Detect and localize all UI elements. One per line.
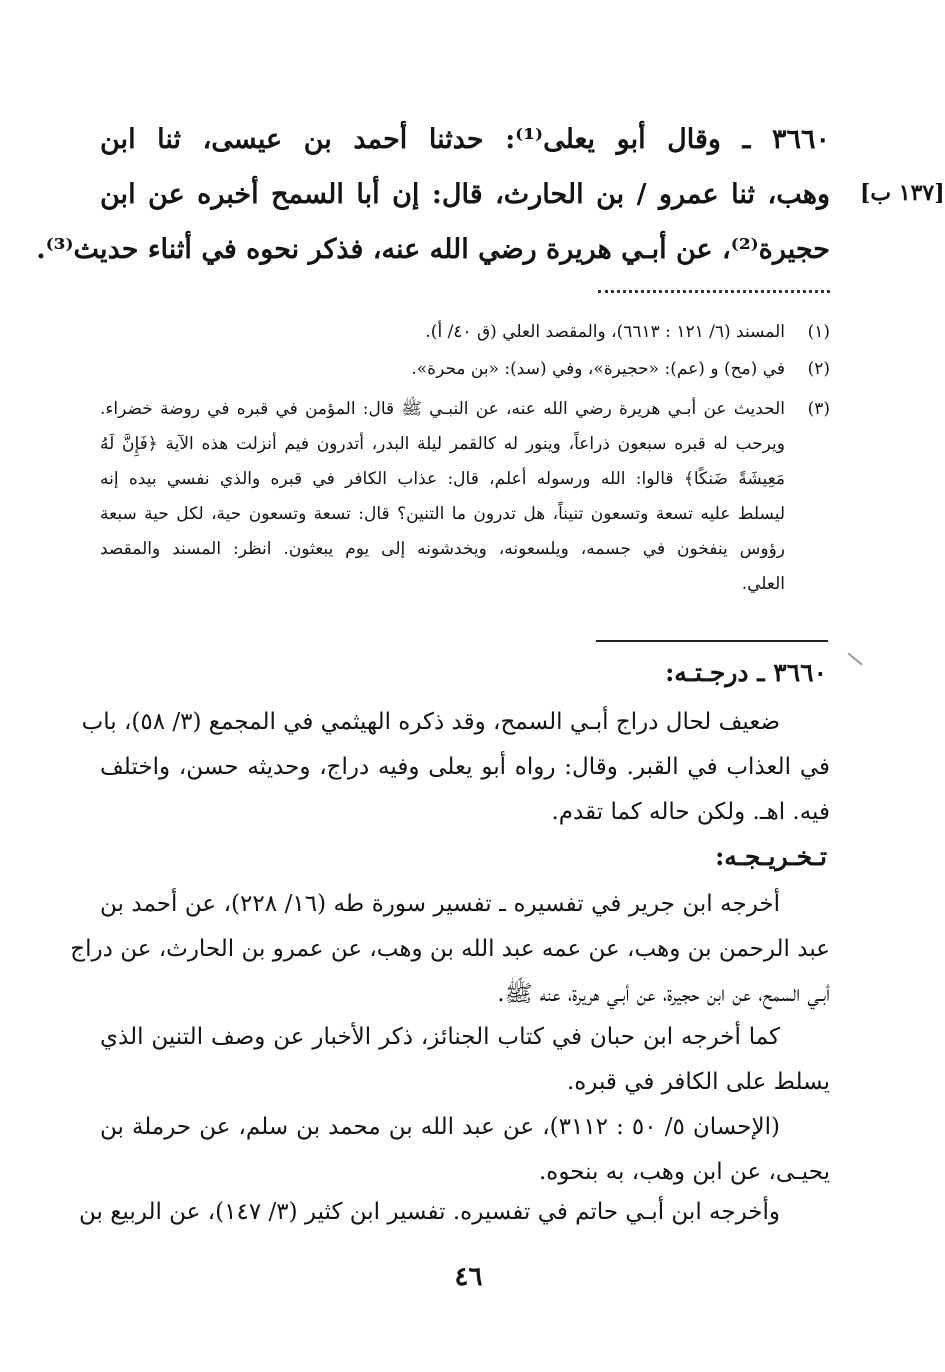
- footnote: [100, 352, 830, 387]
- footnote-text: ليسلط عليه تسعة وتسعون تنيناً، هل تدرون ما التنين؟ قال: تسعة وتسعون حية، لكل حية سبعة: [100, 504, 785, 524]
- footnote: [100, 315, 830, 350]
- hadith-line: حجيرة⁽²⁾، عن أبـي هريرة رضي الله عنه، فذكر نحوه في أثناء حديث⁽³⁾.: [36, 234, 830, 265]
- paragraph-line: عبد الرحمن بن وهب، عن عمه عبد الله بن وهب، عن عمرو بن الحارث، عن دراج: [70, 936, 830, 962]
- hadith-text: [36, 112, 830, 277]
- page-mark: [847, 652, 862, 665]
- paragraph-line: أخرجه ابن جرير في تفسيره ـ تفسير سورة طه (١٦/ ٢٢٨)، عن أحمد بن: [100, 891, 780, 917]
- takhrij-paragraph: [70, 882, 830, 1017]
- paragraph-line: كما أخرجه ابن حبان في كتاب الجنائز، ذكر الأخبار عن وصف التنين الذي: [100, 1024, 780, 1050]
- footnote-text: الحديث عن أبـي هريرة رضي الله عنه، عن النبـي ﷺ قال: المؤمن في قبره في روضة خضراء.: [100, 399, 785, 419]
- hadith-line: ٣٦٦٠ ـ وقال أبو يعلى⁽¹⁾: حدثنا أحمد بن عيسى، ثنا ابن: [100, 124, 830, 155]
- takhrij-paragraph: [100, 1105, 830, 1195]
- takhrij-paragraph: [100, 1015, 830, 1105]
- paragraph-line: فيه. اهـ. ولكن حاله كما تقدم.: [551, 799, 830, 825]
- footnote-number: (٢): [807, 359, 830, 379]
- footnote-number: (٣): [807, 399, 830, 419]
- paragraph-line: (الإحسان ٥/ ٥٠ : ٣١١٢)، عن عبد الله بن محمد بن سلم، عن حرملة بن: [100, 1114, 780, 1140]
- takhrij-paragraph: [78, 1190, 830, 1235]
- takhrij-heading: تـخـريـجـه:: [715, 842, 827, 871]
- paragraph-line: يسلط على الكافر في قبره.: [566, 1069, 830, 1095]
- manuscript-folio-note: [١٣٧ ب]: [860, 180, 945, 206]
- section-rule: [596, 640, 828, 642]
- footnote-text: رؤوس ينفخون في جسمه، ويلسعونه، ويخدشونه إلى يوم يبعثون. انظر: المسند والمقصد: [100, 539, 785, 559]
- paragraph-line: أبـي السمح، عن ابن حجيرة، عن أبـي هريرة، عنه ﷺ.: [497, 981, 830, 1007]
- footnote-text: المسند (٦/ ١٢١ : ٦٦١٣)، والمقصد العلي (ق ٤٠/ أ).: [425, 322, 785, 342]
- footnote-text: العلي.: [741, 574, 785, 594]
- paragraph-line: في العذاب في القبر. وقال: رواه أبو يعلى وفيه دراج، وحديثه حسن، واختلف: [100, 754, 830, 780]
- footnote-text: ويرحب له قبره سبعون ذراعاً، وينور له كالقمر ليلة البدر، أتدرون فيم أنزلت هذه الآية ﴿فَإِنَّ لَهُ: [100, 434, 785, 454]
- paragraph-line: ضعيف لحال دراج أبـي السمح، وقد ذكره الهيثمي في المجمع (٣/ ٥٨)، باب: [81, 709, 780, 735]
- footnote-text: مَعِيشَةً ضَنكًا﴾ قالوا: الله ورسوله أعلم، قال: عذاب الكافر في قبره والذي نفسي بيده إنه: [100, 469, 785, 489]
- footnote: [100, 392, 830, 602]
- grade-paragraph: [81, 700, 830, 835]
- paragraph-line: يحيـى، عن ابن وهب، به بنحوه.: [538, 1159, 830, 1185]
- footnote-number: (١): [807, 322, 830, 342]
- footnote-separator: [598, 290, 830, 293]
- paragraph-line: وأخرجه ابن أبـي حاتم في تفسيره. تفسير ابن كثير (٣/ ١٤٧)، عن الربيع بن: [78, 1199, 780, 1225]
- footnote-text: في (مح) و (عم): «حجيرة»، وفي (سد): «بن محرة».: [411, 359, 785, 379]
- page-number: ٤٦: [454, 1262, 483, 1292]
- hadith-line: وهب، ثنا عمرو / بن الحارث، قال: إن أبا السمح أخبره عن ابن: [100, 179, 830, 210]
- grade-heading: ٣٦٦٠ ـ درجـتـه:: [665, 658, 827, 687]
